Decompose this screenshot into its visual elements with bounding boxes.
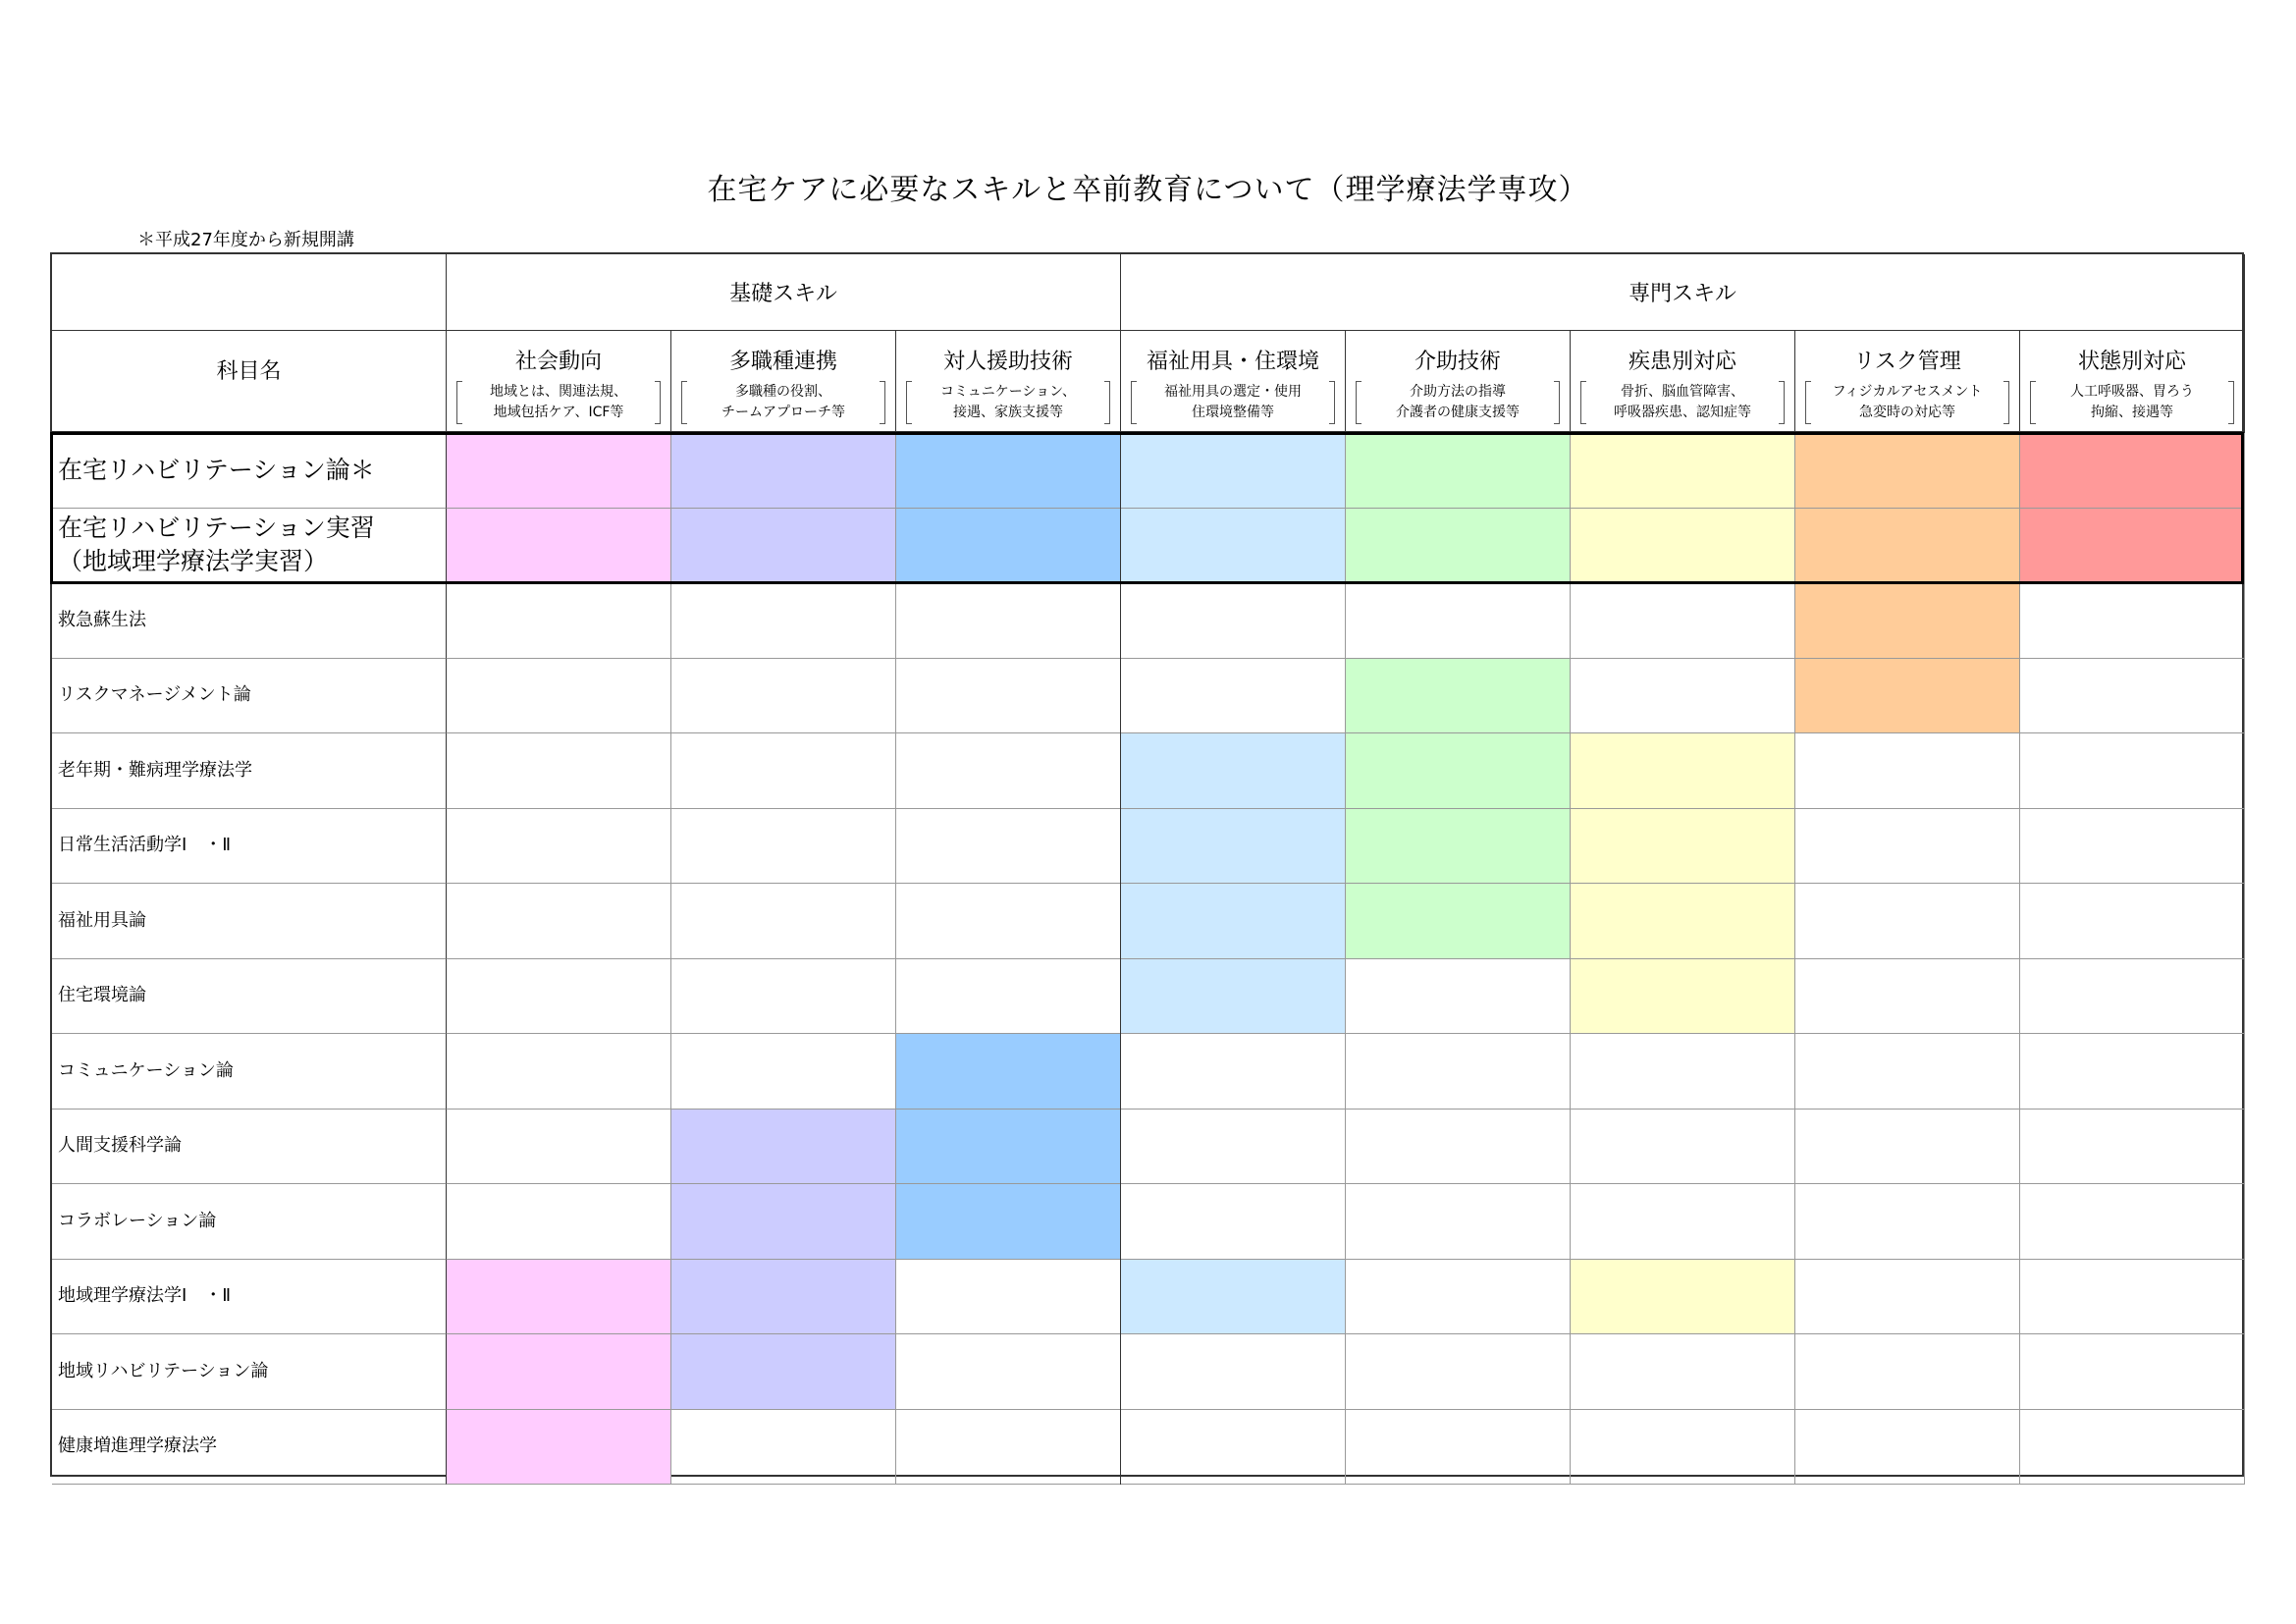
skill-description: 介助方法の指導 介護者の健康支援等 [1356, 382, 1560, 423]
subject-row-label: 地域リハビリテーション論 [52, 1334, 447, 1410]
skill-cell-empty [1795, 1334, 2020, 1410]
skill-name: 福祉用具・住環境 [1146, 350, 1319, 374]
skill-cell-empty [1571, 1110, 1795, 1185]
skill-header-4 [1121, 331, 1346, 433]
subject-row-label: 在宅リハビリテーション実習 （地域理学療法学実習） [52, 509, 447, 584]
skill-header-3 [896, 331, 1121, 433]
subject-row-label: 地域理学療法学Ⅰ ・Ⅱ [52, 1260, 447, 1335]
skill-cell-filled [1346, 659, 1571, 734]
skill-cell-filled [1121, 959, 1346, 1035]
skill-name: 多職種連携 [728, 350, 837, 374]
skill-cell-filled [1121, 509, 1346, 584]
skill-cell-empty [1795, 1184, 2020, 1260]
skill-cell-filled [1121, 809, 1346, 885]
skill-cell-filled [896, 433, 1121, 509]
skill-cell-filled [1795, 659, 2020, 734]
skill-cell-empty [447, 884, 671, 959]
skill-group-header: 基礎スキル [447, 254, 1121, 331]
skill-cell-filled [2020, 433, 2245, 509]
skill-cell-empty [2020, 659, 2245, 734]
skill-cell-filled [1571, 959, 1795, 1035]
skill-header-1 [447, 331, 671, 433]
skill-cell-empty [1121, 1110, 1346, 1185]
skill-cell-empty [2020, 1334, 2245, 1410]
subject-row-label: 救急蘇生法 [52, 583, 447, 659]
skill-cell-empty [896, 733, 1121, 809]
subject-row-label: 老年期・難病理学療法学 [52, 733, 447, 809]
skill-cell-empty [1795, 1410, 2020, 1486]
skill-header-6 [1571, 331, 1795, 433]
skill-cell-filled [1346, 733, 1571, 809]
skill-cell-filled [1571, 809, 1795, 885]
skill-cell-filled [1346, 509, 1571, 584]
skill-cell-filled [671, 1184, 896, 1260]
subject-row-label: 在宅リハビリテーション論＊ [52, 433, 447, 509]
skill-cell-empty [1346, 583, 1571, 659]
skill-cell-empty [896, 659, 1121, 734]
skill-cell-empty [2020, 959, 2245, 1035]
skill-cell-empty [447, 809, 671, 885]
skill-cell-empty [1571, 659, 1795, 734]
skills-table [50, 252, 2244, 1477]
skill-cell-empty [1346, 1184, 1571, 1260]
skill-cell-empty [1346, 1410, 1571, 1486]
skill-cell-filled [1795, 509, 2020, 584]
skill-name: 状態別対応 [2077, 350, 2186, 374]
skill-cell-empty [896, 809, 1121, 885]
skill-cell-filled [1121, 733, 1346, 809]
skill-cell-filled [671, 1260, 896, 1335]
skill-cell-empty [447, 1110, 671, 1185]
skill-cell-filled [1346, 809, 1571, 885]
skill-cell-empty [2020, 1034, 2245, 1110]
skill-description: フィジカルアセスメント 急変時の対応等 [1805, 382, 2009, 423]
skill-cell-empty [447, 733, 671, 809]
skill-cell-filled [1346, 433, 1571, 509]
skill-cell-empty [1121, 1410, 1346, 1486]
skill-cell-filled [447, 1260, 671, 1335]
skill-cell-filled [1571, 733, 1795, 809]
skill-cell-empty [1571, 1184, 1795, 1260]
skill-cell-empty [896, 1334, 1121, 1410]
skill-header-8 [2020, 331, 2245, 433]
skill-cell-filled [2020, 509, 2245, 584]
skill-cell-empty [1795, 959, 2020, 1035]
skill-cell-empty [1346, 1334, 1571, 1410]
subject-row-label: 住宅環境論 [52, 959, 447, 1035]
skill-cell-empty [2020, 1184, 2245, 1260]
skill-name: リスク管理 [1853, 350, 1961, 374]
skill-cell-empty [1346, 959, 1571, 1035]
skill-cell-filled [896, 1034, 1121, 1110]
skill-cell-filled [671, 509, 896, 584]
subject-row-label: コラボレーション論 [52, 1184, 447, 1260]
skill-description: 多職種の役割、 チームアプローチ等 [681, 382, 885, 423]
skill-cell-empty [1121, 1034, 1346, 1110]
skill-cell-empty [2020, 809, 2245, 885]
skill-cell-empty [1795, 884, 2020, 959]
skill-cell-empty [671, 884, 896, 959]
skill-name: 社会動向 [514, 350, 602, 374]
skill-cell-filled [1571, 1260, 1795, 1335]
skill-cell-filled [447, 1410, 671, 1486]
skill-cell-filled [1121, 884, 1346, 959]
skill-cell-empty [2020, 733, 2245, 809]
skill-cell-empty [896, 1410, 1121, 1486]
skill-cell-empty [447, 659, 671, 734]
skill-cell-empty [1121, 1184, 1346, 1260]
skill-cell-empty [447, 1184, 671, 1260]
skill-cell-filled [1571, 509, 1795, 584]
skill-cell-filled [1571, 884, 1795, 959]
group-separator [1120, 254, 1121, 1485]
skill-cell-filled [1346, 884, 1571, 959]
skill-description: 地域とは、関連法規、 地域包括ケア、ICF等 [456, 382, 661, 423]
skill-cell-empty [896, 1260, 1121, 1335]
skill-cell-empty [1121, 659, 1346, 734]
skill-cell-empty [671, 733, 896, 809]
skill-header-2 [671, 331, 896, 433]
skill-cell-empty [1795, 1110, 2020, 1185]
skill-cell-empty [896, 583, 1121, 659]
page-title: 在宅ケアに必要なスキルと卒前教育について（理学療法学専攻） [707, 173, 1589, 207]
skill-cell-empty [447, 1034, 671, 1110]
skill-cell-empty [1571, 1034, 1795, 1110]
new-course-note: ＊平成27年度から新規開講 [137, 230, 354, 250]
skill-cell-empty [2020, 583, 2245, 659]
skill-cell-filled [1121, 1260, 1346, 1335]
skill-group-header: 専門スキル [1121, 254, 2245, 331]
subject-row-label: リスクマネージメント論 [52, 659, 447, 734]
skill-cell-empty [1346, 1260, 1571, 1335]
skill-cell-empty [1795, 1260, 2020, 1335]
skill-cell-empty [1795, 809, 2020, 885]
skill-cell-empty [671, 659, 896, 734]
skill-name: 介助技術 [1414, 350, 1501, 374]
skill-cell-empty [2020, 1410, 2245, 1486]
skill-description: コミュニケーション、 接遇、家族支援等 [906, 382, 1110, 423]
skill-cell-empty [1121, 1334, 1346, 1410]
skill-cell-empty [1346, 1110, 1571, 1185]
skill-cell-empty [2020, 1260, 2245, 1335]
skill-cell-empty [671, 583, 896, 659]
skill-cell-filled [447, 509, 671, 584]
skill-name: 疾患別対応 [1628, 350, 1736, 374]
skill-cell-empty [1121, 583, 1346, 659]
skill-cell-empty [2020, 1110, 2245, 1185]
skill-cell-filled [896, 509, 1121, 584]
skill-cell-empty [1346, 1034, 1571, 1110]
skill-description: 福祉用具の選定・使用 住環境整備等 [1131, 382, 1335, 423]
skill-cell-filled [671, 433, 896, 509]
skill-header-7 [1795, 331, 2020, 433]
skill-cell-empty [671, 959, 896, 1035]
skill-cell-filled [447, 1334, 671, 1410]
skill-cell-filled [1795, 433, 2020, 509]
skill-cell-empty [896, 884, 1121, 959]
subject-row-label: 健康増進理学療法学 [52, 1410, 447, 1486]
subject-row-label: コミュニケーション論 [52, 1034, 447, 1110]
skill-description: 人工呼吸器、胃ろう 拘縮、接遇等 [2030, 382, 2234, 423]
subject-row-label: 福祉用具論 [52, 884, 447, 959]
skill-cell-filled [1795, 583, 2020, 659]
subject-row-label: 人間支援科学論 [52, 1110, 447, 1185]
skill-name: 対人援助技術 [942, 350, 1073, 374]
skill-cell-empty [1571, 1334, 1795, 1410]
skill-cell-filled [447, 433, 671, 509]
skill-cell-filled [1571, 433, 1795, 509]
skill-cell-empty [671, 1034, 896, 1110]
skill-cell-empty [1571, 1410, 1795, 1486]
skill-cell-filled [671, 1110, 896, 1185]
skill-cell-empty [1795, 1034, 2020, 1110]
skill-cell-filled [1121, 433, 1346, 509]
skill-cell-empty [1571, 583, 1795, 659]
skill-cell-filled [896, 1184, 1121, 1260]
skill-cell-empty [1795, 733, 2020, 809]
skill-cell-empty [2020, 884, 2245, 959]
skill-description: 骨折、脳血管障害、 呼吸器疾患、認知症等 [1580, 382, 1785, 423]
skill-cell-empty [896, 959, 1121, 1035]
skill-cell-filled [671, 1334, 896, 1410]
skill-cell-filled [896, 1110, 1121, 1185]
skill-header-5 [1346, 331, 1571, 433]
corner-divider [52, 254, 447, 331]
subject-header-label: 科目名 [216, 358, 282, 384]
skill-cell-empty [671, 809, 896, 885]
skill-cell-empty [447, 583, 671, 659]
subject-row-label: 日常生活活動学Ⅰ ・Ⅱ [52, 809, 447, 885]
skill-cell-empty [671, 1410, 896, 1486]
skill-cell-empty [447, 959, 671, 1035]
